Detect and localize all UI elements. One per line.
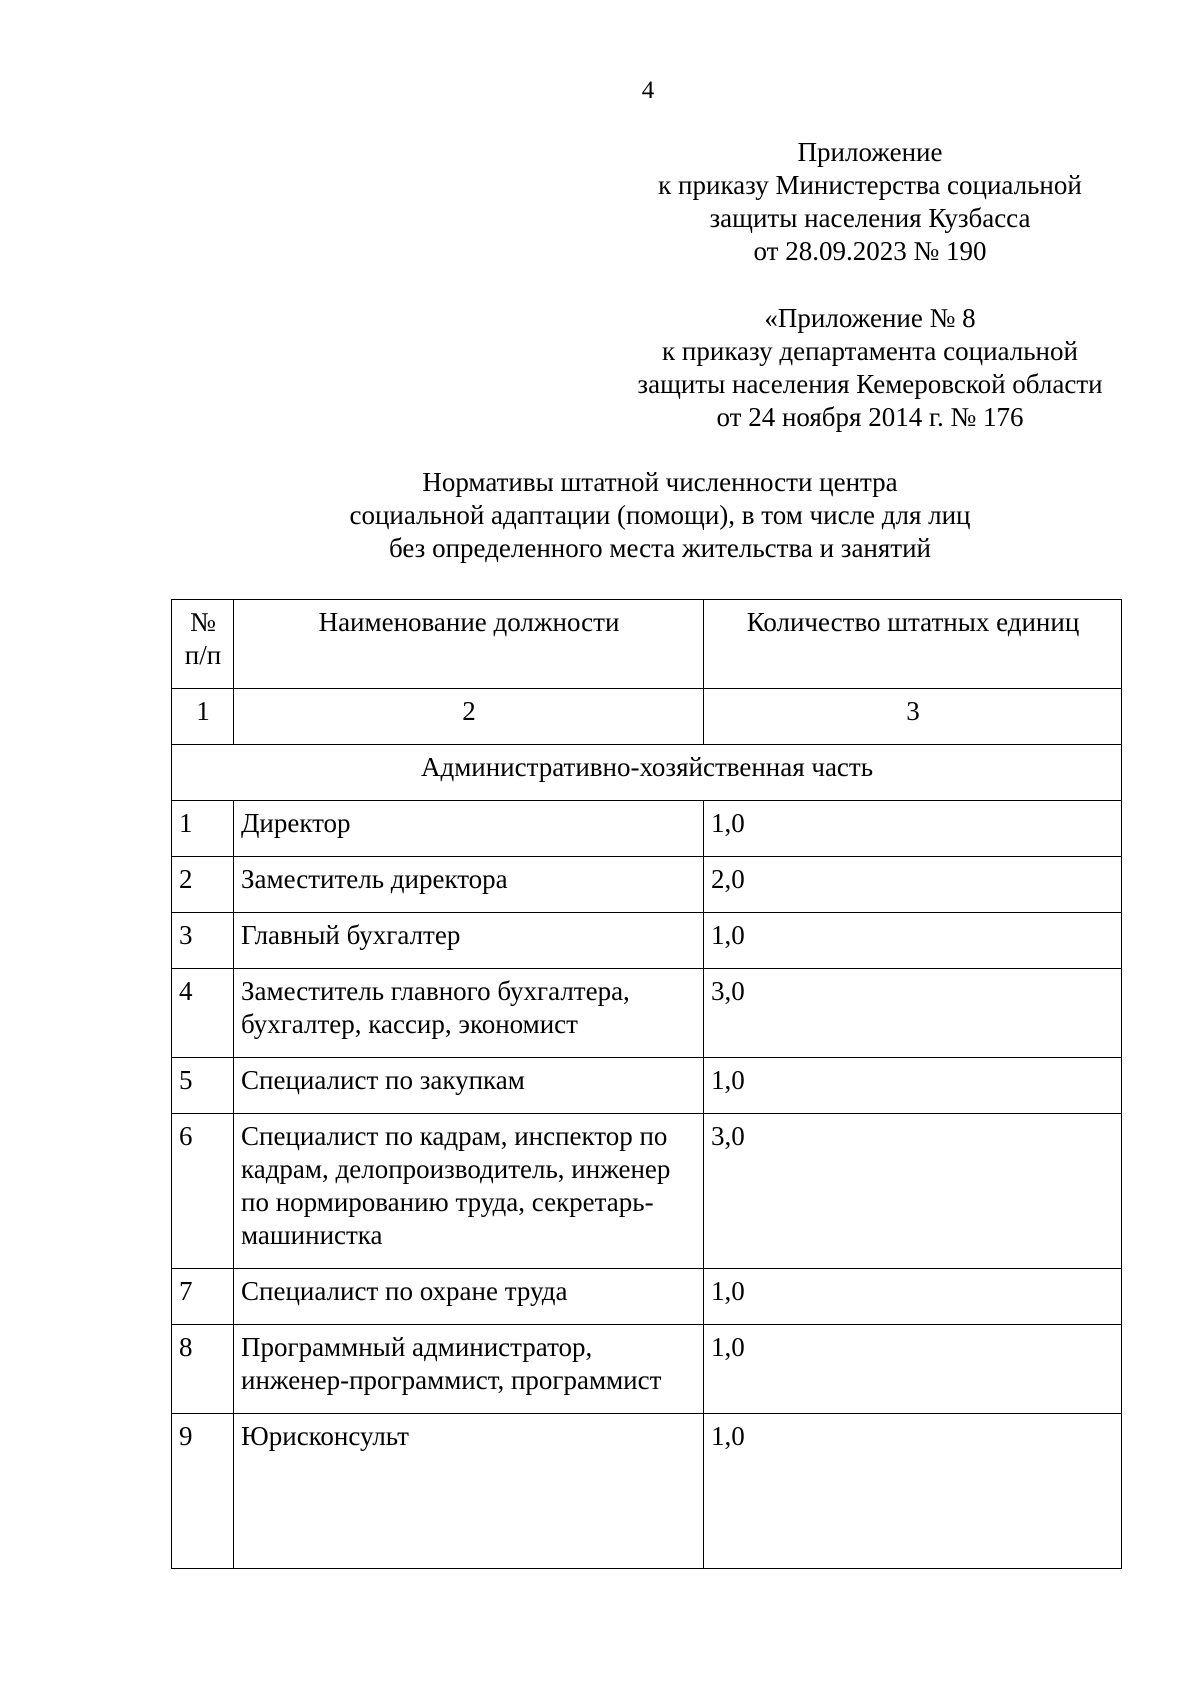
row-position: Программный администратор, инженер-программист, программист [234,1325,704,1414]
row-position: Заместитель директора [234,857,704,913]
row-number: 1 [172,801,234,857]
table-row [172,857,1122,913]
row-count: 3,0 [704,969,1122,1058]
row-count: 1,0 [704,913,1122,969]
header-cell-position: Наименование должности [234,600,704,689]
approval-stamp [600,136,1140,268]
table-row [172,913,1122,969]
row-number: 8 [172,1325,234,1414]
table-row [172,801,1122,857]
row-count: 1,0 [704,1325,1122,1414]
column-number-cell: 1 [172,689,234,745]
staff-table [171,599,1122,1569]
original-appendix-stamp [580,302,1160,434]
appendix-line: защиты населения Кемеровской области [637,369,1103,399]
column-number-cell: 3 [704,689,1122,745]
row-number: 6 [172,1114,234,1269]
row-count: 1,0 [704,801,1122,857]
row-number: 9 [172,1414,234,1569]
row-count: 1,0 [704,1414,1122,1569]
row-position: Директор [234,801,704,857]
column-number-cell: 2 [234,689,704,745]
row-number: 5 [172,1058,234,1114]
table-row [172,1325,1122,1414]
column-numbers-row [172,689,1122,745]
appendix-line: от 24 ноября 2014 г. № 176 [716,402,1024,432]
section-row [172,745,1122,801]
row-position: Специалист по закупкам [234,1058,704,1114]
title-line: без определенного места жительства и занятий [388,533,931,563]
table-row [172,1114,1122,1269]
row-number: 4 [172,969,234,1058]
appendix-line: «Приложение № 8 [764,303,976,333]
section-title: Административно-хозяйственная часть [172,745,1122,801]
table-row [172,969,1122,1058]
approval-line: защиты населения Кузбасса [709,203,1031,233]
table-row [172,1269,1122,1325]
approval-line: от 28.09.2023 № 190 [753,236,987,266]
table-row [172,1414,1122,1569]
header-cell-count: Количество штатных единиц [704,600,1122,689]
row-number: 2 [172,857,234,913]
row-position: Заместитель главного бухгалтера, бухгалтер, кассир, экономист [234,969,704,1058]
row-number: 3 [172,913,234,969]
row-count: 2,0 [704,857,1122,913]
row-position: Главный бухгалтер [234,913,704,969]
row-count: 1,0 [704,1058,1122,1114]
title-line: социальной адаптации (помощи), в том числе для лиц [349,500,971,530]
table-row [172,1058,1122,1114]
document-title [170,466,1150,565]
header-cell-number: № п/п [172,600,234,689]
row-number: 7 [172,1269,234,1325]
approval-line: к приказу Министерства социальной [658,170,1082,200]
row-position: Специалист по кадрам, инспектор по кадрам, делопроизводитель, инженер по нормированию труда, секретарь-машинистка [234,1114,704,1269]
page-number: 4 [641,77,655,104]
row-count: 1,0 [704,1269,1122,1325]
row-position: Специалист по охране труда [234,1269,704,1325]
row-count: 3,0 [704,1114,1122,1269]
appendix-line: к приказу департамента социальной [662,336,1078,366]
title-line: Нормативы штатной численности центра [422,467,898,497]
table-header-row [172,600,1122,689]
row-position: Юрисконсульт [234,1414,704,1569]
approval-line: Приложение [797,137,943,167]
